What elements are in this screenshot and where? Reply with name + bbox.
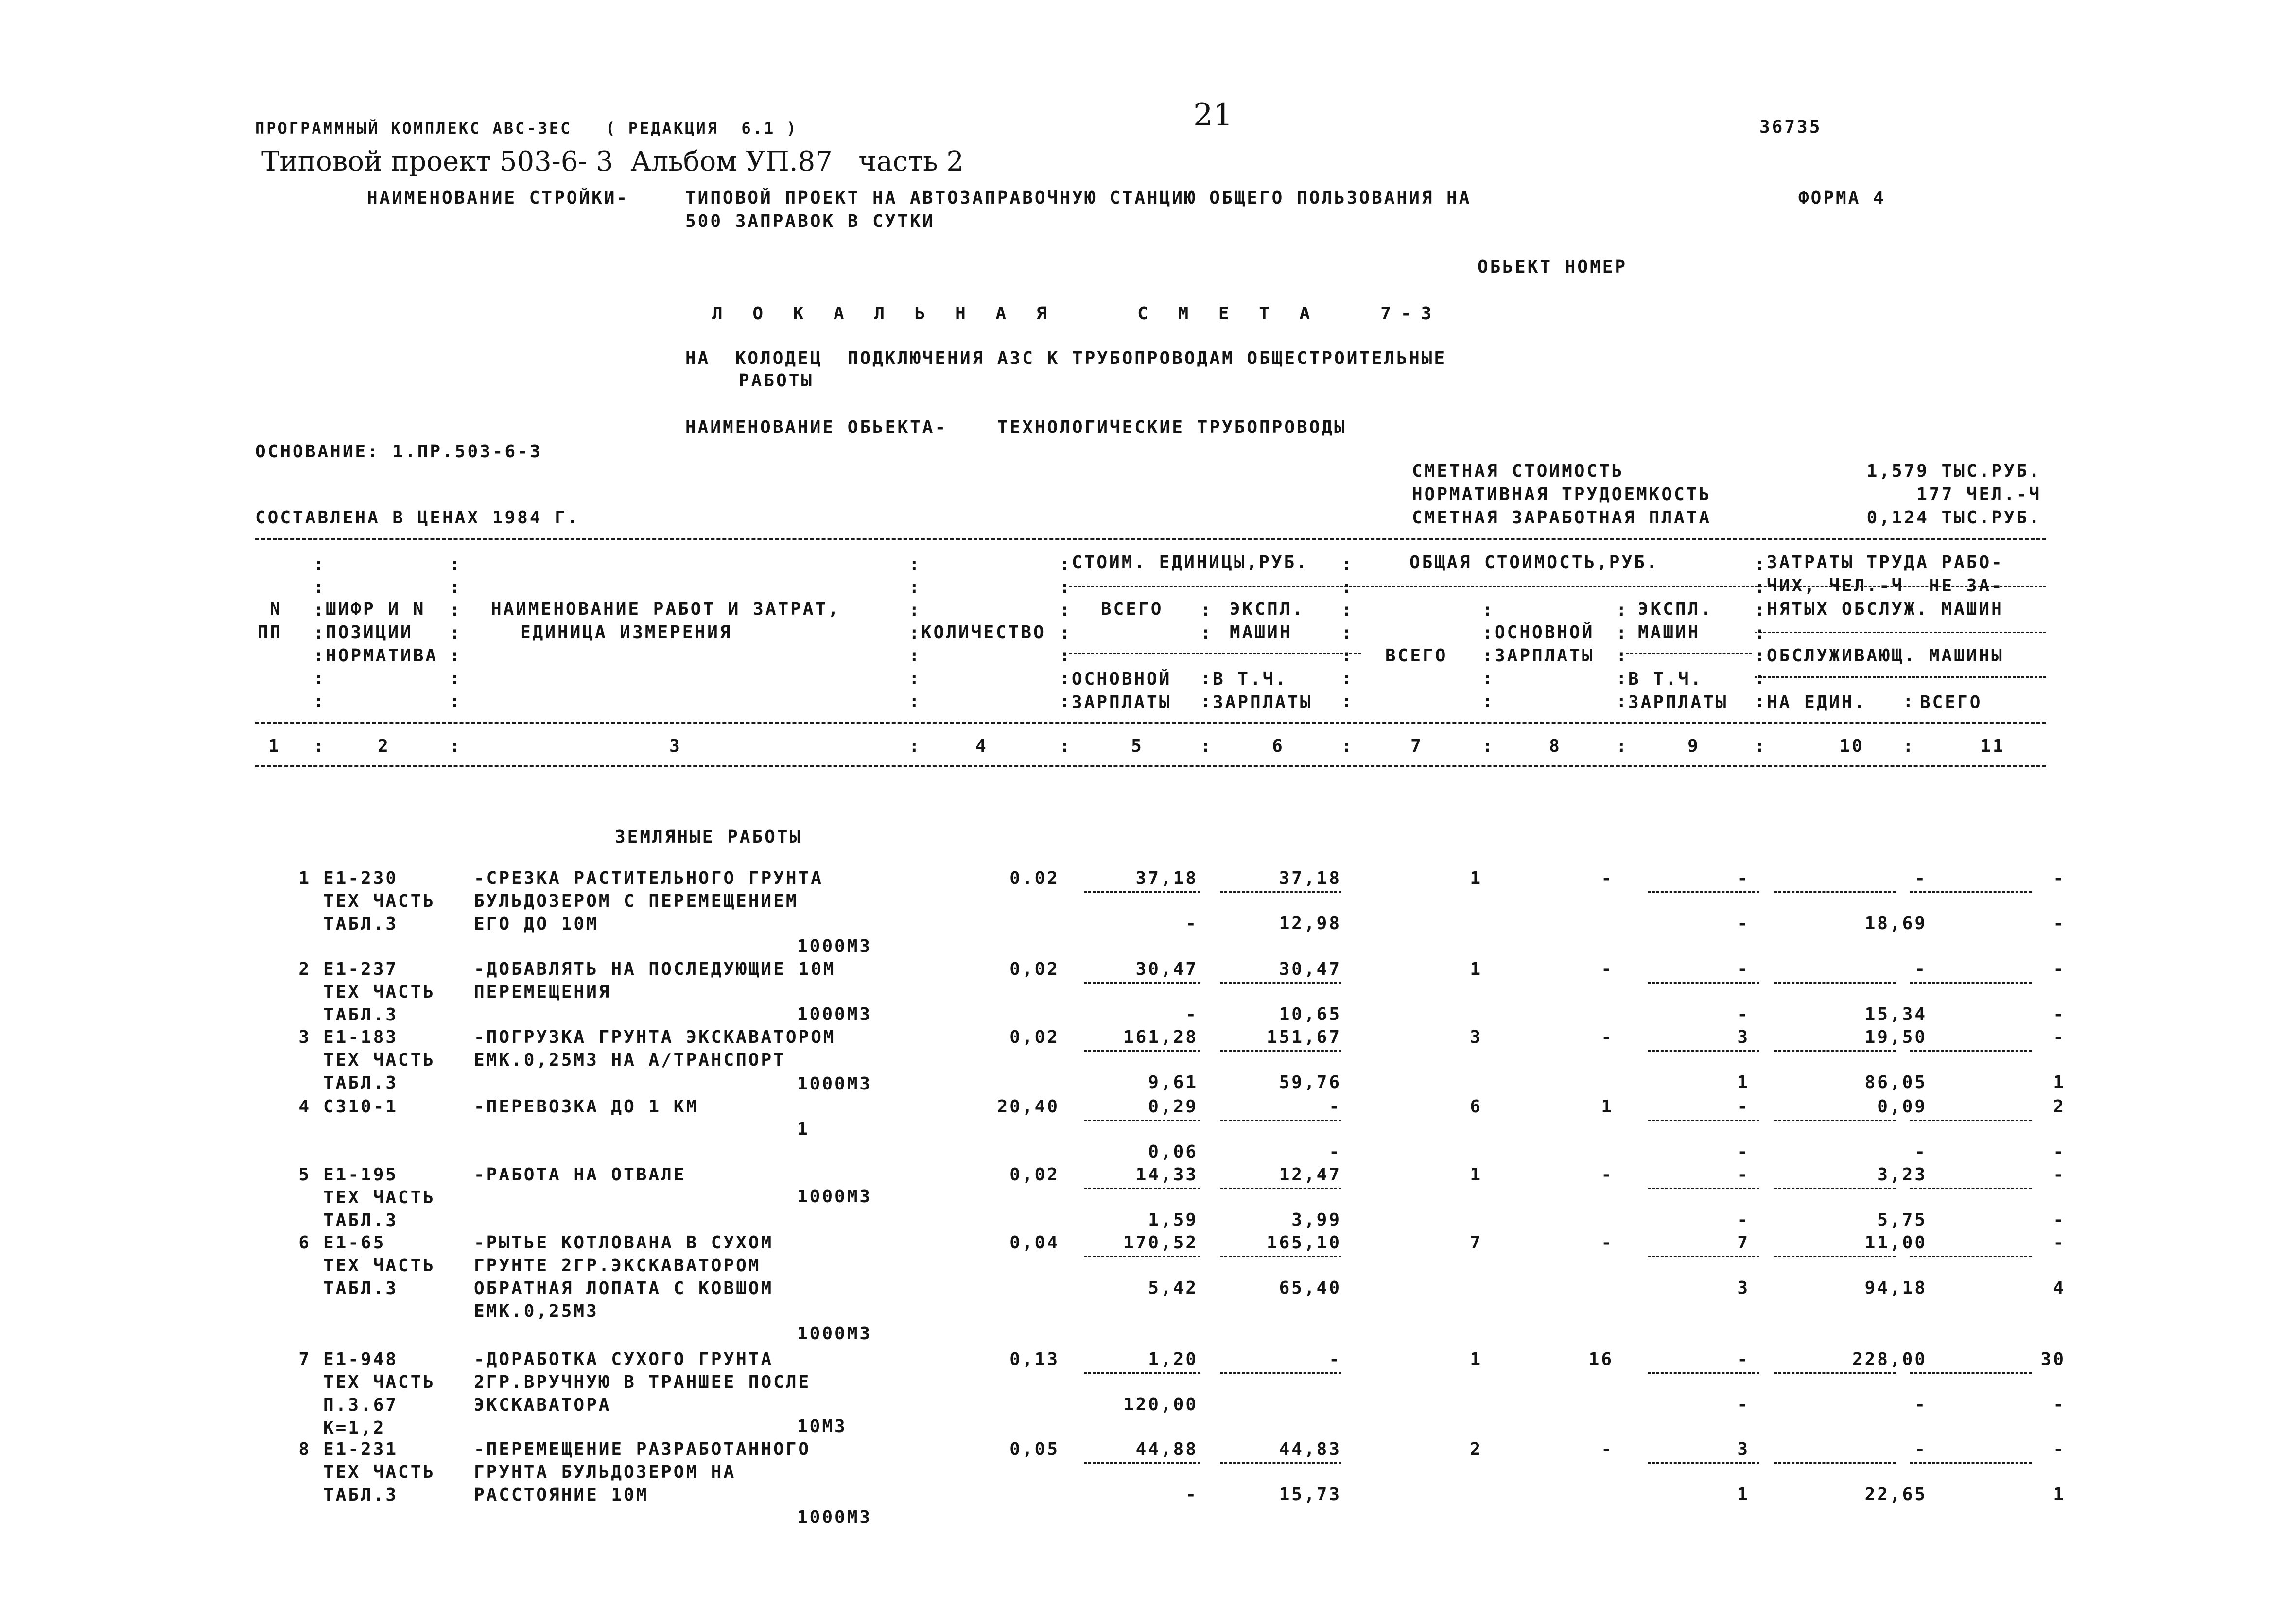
summary-label-labor: НОРМАТИВНАЯ ТРУДОЕМКОСТЬ [1412, 484, 1712, 504]
row-total-cost: 1 [1470, 1349, 1482, 1369]
row-number: 7 [298, 1349, 311, 1369]
row-machine-labor-total: - [2053, 1210, 2066, 1230]
row-code: ТЕХ ЧАСТЬ [323, 1462, 436, 1482]
row-subrule [1220, 982, 1341, 984]
row-code: К=1,2 [323, 1418, 386, 1438]
row-machine-labor-total: - [2053, 914, 2066, 933]
row-subrule [1220, 1050, 1341, 1052]
row-machine-labor-per-unit: 5,75 [1877, 1210, 1927, 1230]
header-col5a: ВСЕГО [1101, 599, 1164, 619]
row-number: 1 [298, 868, 311, 888]
column-number: 7 [1410, 736, 1423, 756]
header-col56: СТОИМ. ЕДИНИЦЫ,РУБ. [1072, 553, 1309, 572]
summary-label-wages: СМЕТНАЯ ЗАРАБОТНАЯ ПЛАТА [1412, 508, 1712, 528]
header-col5b: ОСНОВНОЙ [1072, 669, 1172, 689]
row-labor-total: 2 [2053, 1097, 2066, 1117]
section-title: ЗЕМЛЯНЫЕ РАБОТЫ [615, 827, 802, 847]
row-subrule [1220, 1372, 1341, 1374]
row-unit-cost-wages: 0,06 [1148, 1142, 1198, 1162]
row-machine-labor-per-unit: 86,05 [1864, 1072, 1927, 1092]
row-total-cost: 1 [1470, 868, 1482, 888]
row-subrule [1910, 891, 2032, 893]
row-code: ТАБЛ.3 [323, 914, 399, 934]
row-total-machine-wages: 1 [1737, 1072, 1750, 1092]
row-work-name: БУЛЬДОЗЕРОМ С ПЕРЕМЕЩЕНИЕМ [474, 891, 799, 911]
column-number: 1 [268, 736, 281, 756]
row-machine-labor-total: - [2053, 1004, 2066, 1024]
row-unit-cost-wages: 1,59 [1148, 1210, 1198, 1230]
row-labor-total: - [2053, 1027, 2066, 1047]
header-separators: : [1903, 691, 1913, 711]
document-number: 36735 [1759, 117, 1822, 137]
row-code: ТАБЛ.3 [323, 1210, 399, 1230]
row-subrule [1084, 1462, 1200, 1464]
header-separators: : : : : : : : [1341, 554, 1352, 711]
row-unit-cost-machine-wages: 12,98 [1279, 914, 1341, 933]
row-code: ТАБЛ.3 [323, 1485, 399, 1505]
column-number-separators: : [450, 736, 460, 756]
summary-value-cost: 1,579 ТЫС.РУБ. [1866, 461, 2041, 481]
column-number-separators: : [1060, 736, 1070, 756]
column-number-separators: : [1755, 736, 1765, 756]
row-subrule [1084, 1120, 1200, 1121]
header-col7: ВСЕГО [1385, 646, 1448, 666]
row-work-name: ЕМК.0,25М3 [474, 1301, 599, 1321]
row-unit-cost-wages: - [1185, 914, 1198, 933]
estimate-title: Л О К А Л Ь Н А Я С М Е Т А 7-3 [712, 304, 1442, 324]
summary-label-cost: СМЕТНАЯ СТОИМОСТЬ [1412, 461, 1624, 481]
row-subrule [1774, 1050, 1896, 1052]
row-code: Е1-237 [323, 959, 399, 979]
row-total-machine-wages: - [1737, 914, 1750, 933]
header-col9d: ЗАРПЛАТЫ [1628, 692, 1728, 712]
row-work-name: -ДОРАБОТКА СУХОГО ГРУНТА [474, 1349, 774, 1369]
row-number: 6 [298, 1233, 311, 1253]
estimate-subject-line1: НА КОЛОДЕЦ ПОДКЛЮЧЕНИЯ АЗС К ТРУБОПРОВОДАМ ОБЩЕСТРОИТЕЛЬНЫЕ [685, 348, 1447, 368]
row-subrule [1220, 1256, 1341, 1257]
row-subrule [1774, 1256, 1896, 1257]
header-col1011b: ЧИХ, ЧЕЛ.-Ч НЕ ЗА- [1767, 576, 2004, 596]
header-col4: КОЛИЧЕСТВО [921, 622, 1046, 642]
row-total-machines: - [1737, 959, 1750, 979]
header-rule-sub4 [1755, 676, 2046, 678]
row-work-name: -ПОГРУЗКА ГРУНТА ЭКСКАВАТОРОМ [474, 1027, 836, 1047]
row-labor-per-unit: 11,00 [1864, 1233, 1927, 1253]
row-work-name: -ДОБАВЛЯТЬ НА ПОСЛЕДУЮЩИЕ 10М [474, 959, 836, 979]
estimate-subject-line2: РАБОТЫ [739, 371, 814, 391]
row-labor-total: - [2053, 959, 2066, 979]
row-subrule [1648, 1120, 1759, 1121]
row-unit: 1000М3 [797, 1507, 872, 1527]
row-total-wages: 1 [1601, 1097, 1614, 1117]
header-col3b: ЕДИНИЦА ИЗМЕРЕНИЯ [520, 622, 732, 642]
price-basis: СОСТАВЛЕНА В ЦЕНАХ 1984 Г. [255, 508, 580, 528]
row-subrule [1648, 982, 1759, 984]
row-subrule [1774, 1120, 1896, 1121]
row-subrule [1084, 982, 1200, 984]
row-unit: 1000М3 [797, 1004, 872, 1024]
header-col79: ОБЩАЯ СТОИМОСТЬ,РУБ. [1409, 553, 1659, 572]
row-number: 3 [298, 1027, 311, 1047]
summary-value-labor: 177 ЧЕЛ.-Ч [1916, 484, 2041, 504]
row-subrule [1774, 982, 1896, 984]
row-code: ТЕХ ЧАСТЬ [323, 1256, 436, 1276]
row-unit: 1000М3 [797, 1324, 872, 1344]
header-separators: : : : : : : : [450, 554, 460, 711]
row-machine-labor-per-unit: - [1914, 1395, 1927, 1415]
header-col6b: МАШИН [1230, 622, 1292, 642]
header-col9a: ЭКСПЛ. [1638, 599, 1713, 619]
row-labor-per-unit: - [1914, 1439, 1927, 1459]
row-number: 8 [298, 1439, 311, 1459]
header-col11: ВСЕГО [1920, 692, 1983, 712]
row-subrule [1084, 1372, 1200, 1374]
row-number: 5 [298, 1165, 311, 1185]
building-line2: 500 ЗАПРАВОК В СУТКИ [685, 211, 935, 231]
row-work-name: 2ГР.ВРУЧНУЮ В ТРАНШЕЕ ПОСЛЕ [474, 1372, 811, 1392]
row-unit-cost-machine-wages: 10,65 [1279, 1004, 1341, 1024]
row-total-machine-wages: - [1737, 1142, 1750, 1162]
header-separators: : : : : : : : [313, 554, 324, 711]
row-unit-cost-total: 1,20 [1148, 1349, 1198, 1369]
row-machine-labor-total: 1 [2053, 1485, 2066, 1504]
row-labor-total: - [2053, 868, 2066, 888]
header-top-rule [255, 538, 2046, 540]
row-total-wages: - [1601, 1233, 1614, 1253]
row-unit: 1000М3 [797, 936, 872, 956]
row-labor-per-unit: 19,50 [1864, 1027, 1927, 1047]
row-subrule [1648, 1188, 1759, 1189]
header-separators: : : : : : : : [1060, 554, 1070, 711]
row-total-wages: - [1601, 1439, 1614, 1459]
header-rule-sub2 [1069, 653, 1361, 654]
row-unit-cost-machines: - [1329, 1349, 1341, 1369]
header-rule-sub3 [1755, 632, 2046, 633]
row-unit-cost-total: 44,88 [1135, 1439, 1198, 1459]
row-unit-cost-machines: - [1329, 1097, 1341, 1117]
row-code: ТАБЛ.3 [323, 1073, 399, 1093]
header-bottom-rule [255, 765, 2046, 767]
row-quantity: 0,04 [1009, 1233, 1060, 1253]
row-total-machine-wages: - [1737, 1395, 1750, 1415]
column-number-separators: : [1341, 736, 1352, 756]
row-code: Е1-195 [323, 1165, 399, 1185]
column-number-separators: : [1903, 736, 1913, 756]
row-subrule [1220, 1188, 1341, 1189]
row-subrule [1220, 891, 1341, 893]
row-code: Е1-948 [323, 1349, 399, 1369]
row-labor-total: - [2053, 1439, 2066, 1459]
basis: ОСНОВАНИЕ: 1.ПР.503-6-3 [255, 442, 542, 462]
row-total-cost: 6 [1470, 1097, 1482, 1117]
row-code: Е1-230 [323, 868, 399, 888]
row-total-machine-wages: - [1737, 1210, 1750, 1230]
header-separators: : : : : : [1616, 600, 1627, 711]
row-subrule [1648, 891, 1759, 893]
row-unit-cost-wages: 5,42 [1148, 1278, 1198, 1298]
row-work-name: -РАБОТА НА ОТВАЛЕ [474, 1165, 686, 1185]
row-labor-per-unit: - [1914, 868, 1927, 888]
row-work-name: -ПЕРЕВОЗКА ДО 1 КМ [474, 1097, 699, 1117]
row-total-cost: 7 [1470, 1233, 1482, 1253]
column-number-separators: : [313, 736, 324, 756]
row-total-machines: - [1737, 868, 1750, 888]
row-subrule [1084, 1256, 1200, 1257]
header-col6d: ЗАРПЛАТЫ [1213, 692, 1313, 712]
row-work-name: ГРУНТА БУЛЬДОЗЕРОМ НА [474, 1462, 736, 1482]
row-machine-labor-total: 1 [2053, 1072, 2066, 1092]
project-line: Типовой проект 503-6- 3 Альбом УП.87 часть 2 [261, 146, 964, 177]
column-number: 4 [975, 736, 988, 756]
header-col2a: ШИФР И N [326, 599, 426, 619]
header-col3a: НАИМЕНОВАНИЕ РАБОТ И ЗАТРАТ, [491, 599, 840, 619]
row-subrule [1084, 1050, 1200, 1052]
row-total-wages: - [1601, 868, 1614, 888]
row-unit-cost-machine-wages: - [1329, 1142, 1341, 1162]
row-code: ТЕХ ЧАСТЬ [323, 1188, 436, 1208]
row-total-wages: - [1601, 1027, 1614, 1047]
column-number: 10 [1839, 736, 1864, 756]
row-total-wages: - [1601, 959, 1614, 979]
row-code: ТЕХ ЧАСТЬ [323, 1050, 436, 1070]
header-col6c: В Т.Ч. [1213, 669, 1288, 689]
row-number: 2 [298, 959, 311, 979]
row-unit-cost-machine-wages: 65,40 [1279, 1278, 1341, 1298]
row-total-cost: 2 [1470, 1439, 1482, 1459]
header-col1011d: ОБСЛУЖИВАЮЩ. МАШИНЫ [1767, 646, 2004, 666]
row-unit-cost-machine-wages: 15,73 [1279, 1485, 1341, 1504]
row-total-machine-wages: 3 [1737, 1278, 1750, 1298]
row-code: Е1-183 [323, 1027, 399, 1047]
row-code: ТАБЛ.3 [323, 1279, 399, 1298]
column-number-separators: : [1616, 736, 1627, 756]
column-number: 8 [1549, 736, 1562, 756]
summary-value-wages: 0,124 ТЫС.РУБ. [1866, 508, 2041, 528]
row-machine-labor-per-unit: 22,65 [1864, 1485, 1927, 1504]
header-col1b: ПП [258, 622, 283, 642]
row-unit-cost-wages: 120,00 [1123, 1395, 1198, 1415]
row-subrule [1910, 982, 2032, 984]
row-unit-cost-total: 161,28 [1123, 1027, 1198, 1047]
row-work-name: -ПЕРЕМЕЩЕНИЕ РАЗРАБОТАННОГО [474, 1439, 811, 1459]
row-work-name: ГРУНТЕ 2ГР.ЭКСКАВАТОРОМ [474, 1256, 761, 1276]
row-code: С310-1 [323, 1097, 399, 1117]
row-unit-cost-machines: 37,18 [1279, 868, 1341, 888]
row-labor-per-unit: 228,00 [1852, 1349, 1927, 1369]
row-subrule [1910, 1372, 2032, 1374]
row-total-machines: 3 [1737, 1027, 1750, 1047]
row-quantity: 0,02 [1009, 1165, 1060, 1185]
row-work-name: -РЫТЬЕ КОТЛОВАНА В СУХОМ [474, 1233, 774, 1253]
page-number: 21 [1193, 97, 1233, 133]
row-quantity: 20,40 [997, 1097, 1060, 1117]
column-number-separators: : [909, 736, 920, 756]
row-total-wages: - [1601, 1165, 1614, 1185]
row-subrule [1084, 891, 1200, 893]
row-total-machines: - [1737, 1349, 1750, 1369]
header-col2c: НОРМАТИВА [326, 646, 438, 666]
row-quantity: 0,02 [1009, 1027, 1060, 1047]
row-total-cost: 1 [1470, 959, 1482, 979]
header-col8b: ЗАРПЛАТЫ [1495, 646, 1595, 666]
row-machine-labor-total: 4 [2053, 1278, 2066, 1298]
row-work-name: ЕГО ДО 10М [474, 914, 599, 934]
row-total-machines: 7 [1737, 1233, 1750, 1253]
row-quantity: 0.02 [1009, 868, 1060, 888]
row-subrule [1910, 1256, 2032, 1257]
row-unit-cost-wages: - [1185, 1004, 1198, 1024]
row-unit-cost-total: 170,52 [1123, 1233, 1198, 1253]
header-rule-sub5 [1626, 653, 1752, 654]
row-total-machines: - [1737, 1097, 1750, 1117]
row-machine-labor-total: - [2053, 1142, 2066, 1162]
header-col5c: ЗАРПЛАТЫ [1072, 692, 1172, 712]
row-machine-labor-per-unit: - [1914, 1142, 1927, 1162]
row-subrule [1084, 1188, 1200, 1189]
row-work-name: ЭКСКАВАТОРА [474, 1395, 611, 1415]
row-total-cost: 1 [1470, 1165, 1482, 1185]
row-quantity: 0,02 [1009, 959, 1060, 979]
header-col2b: ПОЗИЦИИ [326, 622, 413, 642]
column-number: 3 [669, 736, 682, 756]
row-subrule [1220, 1462, 1341, 1464]
row-machine-labor-per-unit: 15,34 [1864, 1004, 1927, 1024]
row-labor-total: 30 [2040, 1349, 2066, 1369]
header-separators: : : : : [1200, 600, 1211, 711]
column-number-separators: : [1482, 736, 1493, 756]
column-number: 6 [1272, 736, 1285, 756]
row-unit-cost-machines: 30,47 [1279, 959, 1341, 979]
row-unit-cost-total: 14,33 [1135, 1165, 1198, 1185]
row-subrule [1648, 1462, 1759, 1464]
row-unit-cost-total: 30,47 [1135, 959, 1198, 979]
header-col9b: МАШИН [1638, 622, 1701, 642]
row-subrule [1910, 1462, 2032, 1464]
object-number: ОБЬЕКТ НОМЕР [1478, 257, 1628, 277]
row-machine-labor-per-unit: 94,18 [1864, 1278, 1927, 1298]
row-code: Е1-65 [323, 1233, 386, 1253]
row-work-name: ОБРАТНАЯ ЛОПАТА С КОВШОМ [474, 1279, 774, 1298]
header-mid-rule [255, 722, 2046, 724]
row-code: П.3.67 [323, 1395, 399, 1415]
header-col1: N [270, 599, 282, 619]
header-col9c: В Т.Ч. [1628, 669, 1704, 689]
row-work-name: ПЕРЕМЕЩЕНИЯ [474, 982, 611, 1002]
row-subrule [1220, 1120, 1341, 1121]
row-unit-cost-machines: 151,67 [1266, 1027, 1341, 1047]
column-number: 2 [378, 736, 390, 756]
row-total-wages: 16 [1588, 1349, 1614, 1369]
row-subrule [1774, 1372, 1896, 1374]
row-unit-cost-machine-wages: 59,76 [1279, 1072, 1341, 1092]
row-unit-cost-machine-wages: 3,99 [1291, 1210, 1341, 1230]
row-unit-cost-wages: - [1185, 1485, 1198, 1504]
row-subrule [1648, 1050, 1759, 1052]
row-unit: 1000М3 [797, 1187, 872, 1207]
header-separators: : : : : : [1482, 600, 1493, 711]
row-work-name: ЕМК.0,25М3 НА А/ТРАНСПОРТ [474, 1050, 786, 1070]
row-unit-cost-total: 37,18 [1135, 868, 1198, 888]
column-number: 9 [1687, 736, 1700, 756]
row-subrule [1774, 1462, 1896, 1464]
row-total-machines: 3 [1737, 1439, 1750, 1459]
header-col6a: ЭКСПЛ. [1230, 599, 1305, 619]
header-col1011c: НЯТЫХ ОБСЛУЖ. МАШИН [1767, 599, 2004, 619]
row-machine-labor-per-unit: 18,69 [1864, 914, 1927, 933]
row-machine-labor-total: - [2053, 1395, 2066, 1415]
row-subrule [1774, 1188, 1896, 1189]
building-line1: ТИПОВОЙ ПРОЕКТ НА АВТОЗАПРАВОЧНУЮ СТАНЦИЮ ОБЩЕГО ПОЛЬЗОВАНИЯ НА [685, 188, 1472, 208]
row-labor-per-unit: 0,09 [1877, 1097, 1927, 1117]
row-labor-per-unit: 3,23 [1877, 1165, 1927, 1185]
form-number: ФОРМА 4 [1798, 188, 1886, 208]
row-code: ТЕХ ЧАСТЬ [323, 982, 436, 1002]
row-labor-total: - [2053, 1165, 2066, 1185]
building-label: НАИМЕНОВАНИЕ СТРОЙКИ- [367, 188, 629, 208]
header-separators: : : : : : : : [1755, 554, 1765, 711]
row-labor-per-unit: - [1914, 959, 1927, 979]
row-quantity: 0,05 [1009, 1439, 1060, 1459]
column-number: 5 [1131, 736, 1144, 756]
row-work-name: РАССТОЯНИЕ 10М [474, 1485, 649, 1505]
row-number: 4 [298, 1097, 311, 1117]
row-unit-cost-machines: 44,83 [1279, 1439, 1341, 1459]
row-subrule [1910, 1050, 2032, 1052]
row-quantity: 0,13 [1009, 1349, 1060, 1369]
header-col8a: ОСНОВНОЙ [1495, 622, 1595, 642]
row-total-machine-wages: - [1737, 1004, 1750, 1024]
column-number-separators: : [1200, 736, 1211, 756]
row-total-cost: 3 [1470, 1027, 1482, 1047]
row-unit-cost-machines: 165,10 [1266, 1233, 1341, 1253]
row-subrule [1648, 1372, 1759, 1374]
program-title: ПРОГРАММНЫЙ КОМПЛЕКС АВС-ЗЕС ( РЕДАКЦИЯ 6.1 ) [255, 119, 798, 138]
row-code: ТАБЛ.3 [323, 1005, 399, 1025]
row-unit-cost-wages: 9,61 [1148, 1072, 1198, 1092]
row-work-name: -СРЕЗКА РАСТИТЕЛЬНОГО ГРУНТА [474, 868, 823, 888]
row-labor-total: - [2053, 1233, 2066, 1253]
row-unit: 1000М3 [797, 1074, 872, 1094]
row-subrule [1774, 891, 1896, 893]
object-name: НАИМЕНОВАНИЕ ОБЬЕКТА- ТЕХНОЛОГИЧЕСКИЕ ТРУБОПРОВОДЫ [685, 417, 1347, 437]
row-code: Е1-231 [323, 1439, 399, 1459]
row-subrule [1910, 1188, 2032, 1189]
row-unit-cost-machines: 12,47 [1279, 1165, 1341, 1185]
row-code: ТЕХ ЧАСТЬ [323, 891, 436, 911]
row-total-machine-wages: 1 [1737, 1485, 1750, 1504]
row-unit: 10М3 [797, 1417, 847, 1436]
row-total-machines: - [1737, 1165, 1750, 1185]
row-unit-cost-total: 0,29 [1148, 1097, 1198, 1117]
header-separators: : : : : : : : [909, 554, 920, 711]
row-code: ТЕХ ЧАСТЬ [323, 1372, 436, 1392]
column-number: 11 [1980, 736, 2005, 756]
row-unit: 1 [797, 1119, 810, 1139]
header-col10: НА ЕДИН. [1767, 692, 1867, 712]
row-subrule [1910, 1120, 2032, 1121]
header-col1011a: ЗАТРАТЫ ТРУДА РАБО- [1767, 553, 2004, 572]
row-subrule [1648, 1256, 1759, 1257]
